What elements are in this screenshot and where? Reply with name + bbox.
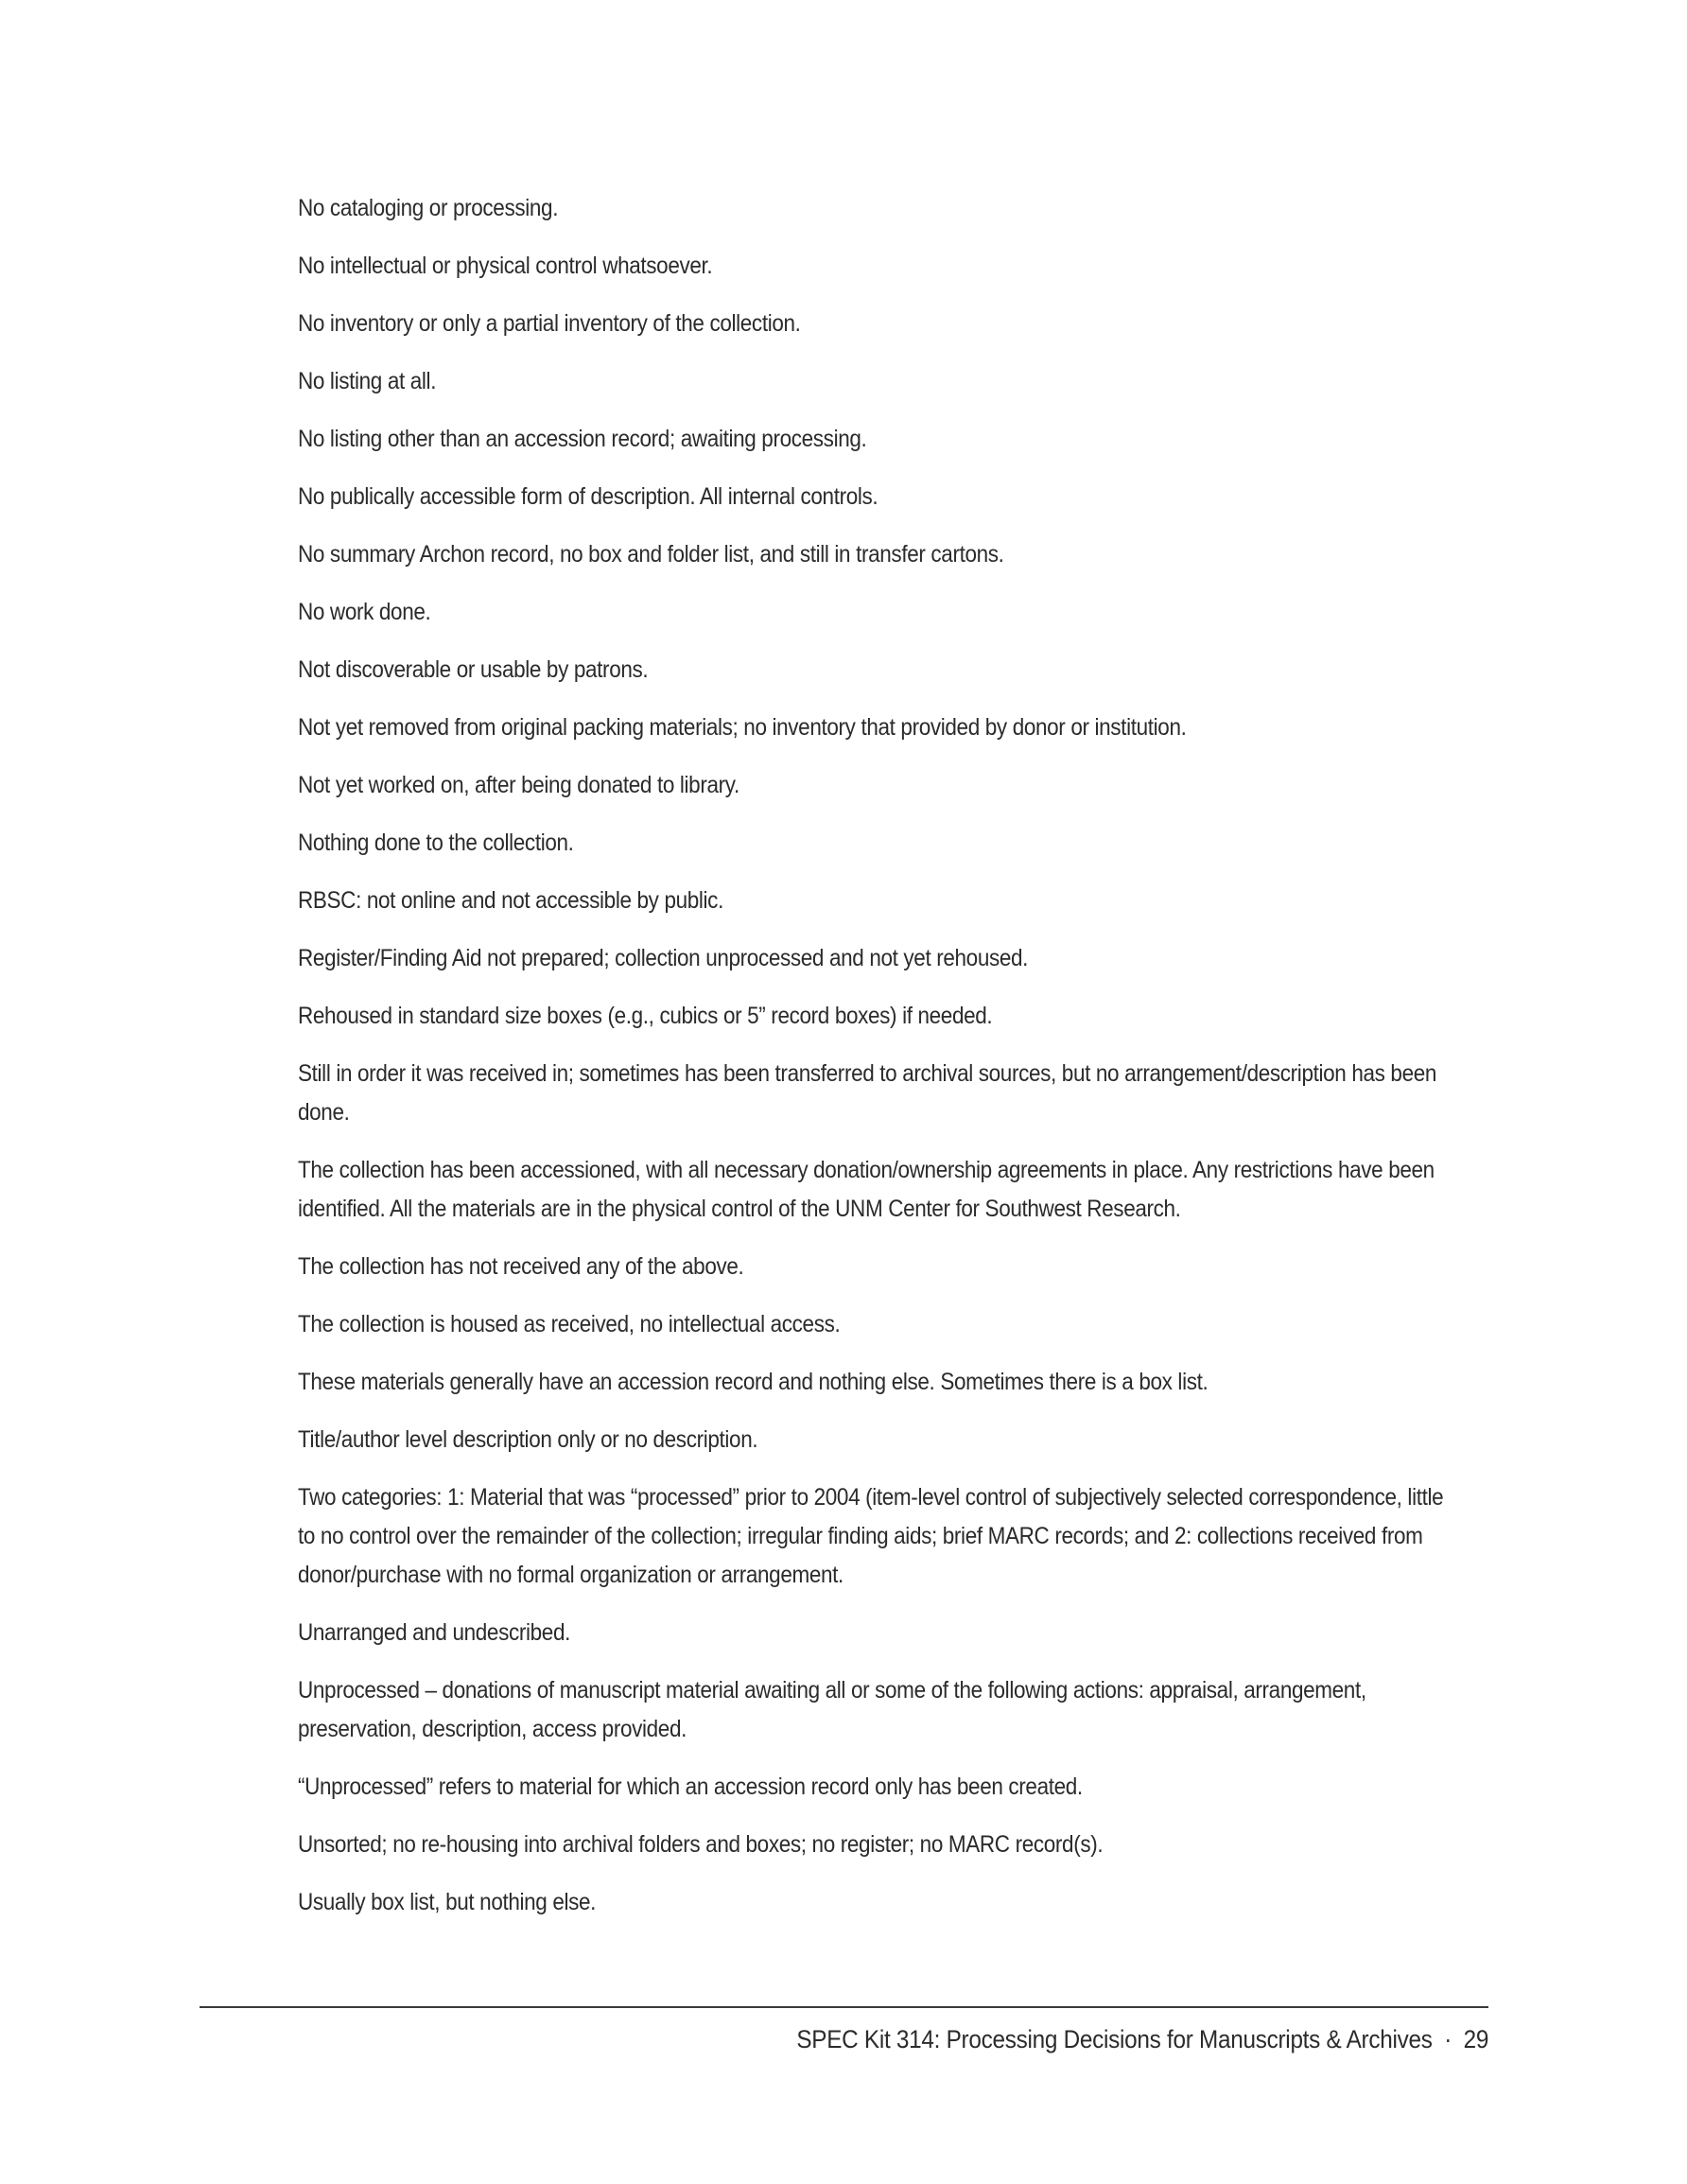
response-item: Unarranged and undescribed. bbox=[298, 1619, 570, 1646]
response-item: No summary Archon record, no box and folder list, and still in transfer cartons. bbox=[298, 541, 1004, 568]
response-item: No listing at all. bbox=[298, 368, 437, 394]
response-item: Not discoverable or usable by patrons. bbox=[298, 656, 649, 683]
response-item: Register/Finding Aid not prepared; collection unprocessed and not yet rehoused. bbox=[298, 945, 1029, 971]
response-item: “Unprocessed” refers to material for which an accession record only has been created. bbox=[298, 1773, 1083, 1800]
response-item: Not yet worked on, after being donated to library. bbox=[298, 772, 739, 798]
response-item: No inventory or only a partial inventory of the collection. bbox=[298, 310, 801, 337]
response-item: Title/author level description only or no description. bbox=[298, 1426, 758, 1453]
response-item: Two categories: 1: Material that was “processed” prior to 2004 (item-level control of subjectively selected correspondence, little to no control over the remainder of the collection; irregular finding aids; brief MARC records; and 2: collections received from donor/purchase with no formal organization or arrangement. bbox=[298, 1484, 1444, 1588]
response-item: RBSC: not online and not accessible by public. bbox=[298, 887, 723, 914]
footer-separator: · bbox=[1444, 2025, 1452, 2053]
response-item: Nothing done to the collection. bbox=[298, 830, 574, 856]
response-item: The collection has not received any of the above. bbox=[298, 1253, 744, 1280]
response-item: Not yet removed from original packing materials; no inventory that provided by donor or institution. bbox=[298, 714, 1187, 741]
response-item: The collection has been accessioned, with all necessary donation/ownership agreements in place. Any restrictions have been identified. All the materials are in the physical control of the UNM Center for Southwest Research. bbox=[298, 1157, 1435, 1222]
page-number: 29 bbox=[1463, 2025, 1488, 2053]
footer-divider bbox=[200, 2006, 1488, 2008]
response-item: Rehoused in standard size boxes (e.g., cubics or 5” record boxes) if needed. bbox=[298, 1003, 993, 1029]
response-item: The collection is housed as received, no intellectual access. bbox=[298, 1311, 841, 1337]
response-item: Unsorted; no re-housing into archival folders and boxes; no register; no MARC record(s). bbox=[298, 1831, 1104, 1858]
response-item: Unprocessed – donations of manuscript material awaiting all or some of the following actions: appraisal, arrangement, preservation, description, access provided. bbox=[298, 1677, 1366, 1742]
response-item: No publically accessible form of description. All internal controls. bbox=[298, 483, 878, 510]
response-item: These materials generally have an accession record and nothing else. Sometimes there is a box list. bbox=[298, 1369, 1209, 1395]
response-item: Usually box list, but nothing else. bbox=[298, 1889, 597, 1915]
response-item: No work done. bbox=[298, 599, 431, 625]
response-item: No intellectual or physical control whatsoever. bbox=[298, 253, 713, 279]
page-footer bbox=[796, 2022, 1488, 2056]
response-item: Still in order it was received in; sometimes has been transferred to archival sources, but no arrangement/description has been done. bbox=[298, 1060, 1437, 1126]
footer-publication-title: SPEC Kit 314: Processing Decisions for Manuscripts & Archives bbox=[796, 2025, 1433, 2053]
response-item: No cataloging or processing. bbox=[298, 195, 559, 221]
response-item: No listing other than an accession record; awaiting processing. bbox=[298, 426, 867, 452]
response-list bbox=[298, 189, 1461, 1941]
